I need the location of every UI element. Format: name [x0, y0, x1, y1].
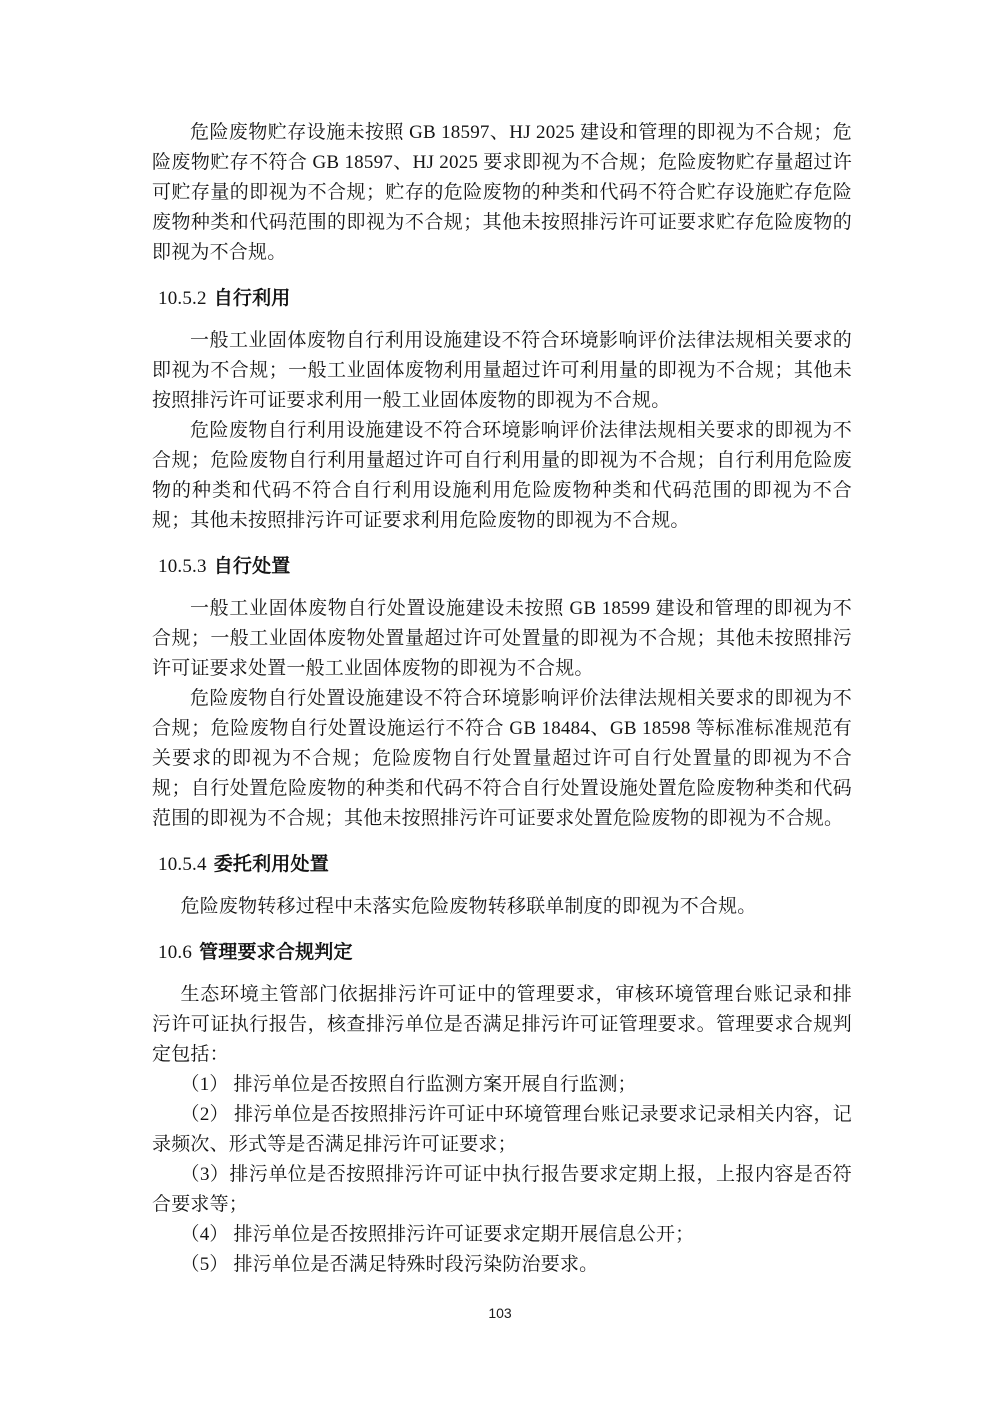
page-number: 103 [488, 1305, 512, 1321]
paragraph: 一般工业固体废物自行处置设施建设未按照 GB 18599 建设和管理的即视为不合规；一般工业固体废物处置量超过许可处置量的即视为不合规；其他未按照排污许可证要求处置一般工业固体废物的即视为不合规。 [152, 598, 852, 679]
page-footer [0, 1305, 1000, 1323]
section-heading [152, 938, 852, 968]
section-number: 10.5.4 [158, 854, 207, 875]
section-title: 管理要求合规判定 [199, 942, 353, 963]
section-number: 10.5.3 [158, 556, 207, 577]
section-title: 自行处置 [213, 556, 291, 577]
list-item: （4） 排污单位是否按照排污许可证要求定期开展信息公开； [180, 1224, 695, 1245]
section-title: 委托利用处置 [213, 854, 329, 875]
section-heading [152, 850, 852, 880]
section-number: 10.6 [158, 942, 193, 963]
list-item: （1） 排污单位是否按照自行监测方案开展自行监测； [180, 1074, 637, 1095]
paragraph: 危险废物转移过程中未落实危险废物转移联单制度的即视为不合规。 [180, 896, 757, 917]
list-item: （2） 排污单位是否按照排污许可证中环境管理台账记录要求记录相关内容，记录频次、形式等是否满足排污许可证要求； [152, 1104, 852, 1155]
document-body [152, 118, 852, 1280]
paragraph: 一般工业固体废物自行利用设施建设不符合环境影响评价法律法规相关要求的即视为不合规；一般工业固体废物利用量超过许可利用量的即视为不合规；其他未按照排污许可证要求利用一般工业固体废物的即视为不合规。 [152, 330, 852, 411]
paragraph: 生态环境主管部门依据排污许可证中的管理要求，审核环境管理台账记录和排污许可证执行报告，核查排污单位是否满足排污许可证管理要求。管理要求合规判定包括： [152, 984, 852, 1065]
section-title: 自行利用 [213, 288, 291, 309]
section-number: 10.5.2 [158, 288, 207, 309]
paragraph: 危险废物自行处置设施建设不符合环境影响评价法律法规相关要求的即视为不合规；危险废物自行处置设施运行不符合 GB 18484、GB 18598 等标准标准规范有关要求的即视为不合规；危险废物自行处置量超过许可自行处置量的即视为不合规；自行处置危险废物的种类和代码不符合自行处置设施处置危险废物种类和代码范围的即视为不合规；其他未按照排污许可证要求处置危险废物的即视为不合规。 [152, 688, 852, 829]
paragraph: 危险废物自行利用设施建设不符合环境影响评价法律法规相关要求的即视为不合规；危险废物自行利用量超过许可自行利用量的即视为不合规；自行利用危险废物的种类和代码不符合自行利用设施利用危险废物种类和代码范围的即视为不合规；其他未按照排污许可证要求利用危险废物的即视为不合规。 [152, 420, 852, 531]
list-item: （5） 排污单位是否满足特殊时段污染防治要求。 [180, 1254, 599, 1275]
list-item: （3）排污单位是否按照排污许可证中执行报告要求定期上报，上报内容是否符合要求等； [152, 1164, 852, 1215]
section-heading [152, 552, 852, 582]
paragraph: 危险废物贮存设施未按照 GB 18597、HJ 2025 建设和管理的即视为不合规；危险废物贮存不符合 GB 18597、HJ 2025 要求即视为不合规；危险废物贮存量超过许可贮存量的即视为不合规；贮存的危险废物的种类和代码不符合贮存设施贮存危险废物种类和代码范围的即视为不合规；其他未按照排污许可证要求贮存危险废物的即视为不合规。 [152, 122, 852, 263]
section-heading [152, 284, 852, 314]
